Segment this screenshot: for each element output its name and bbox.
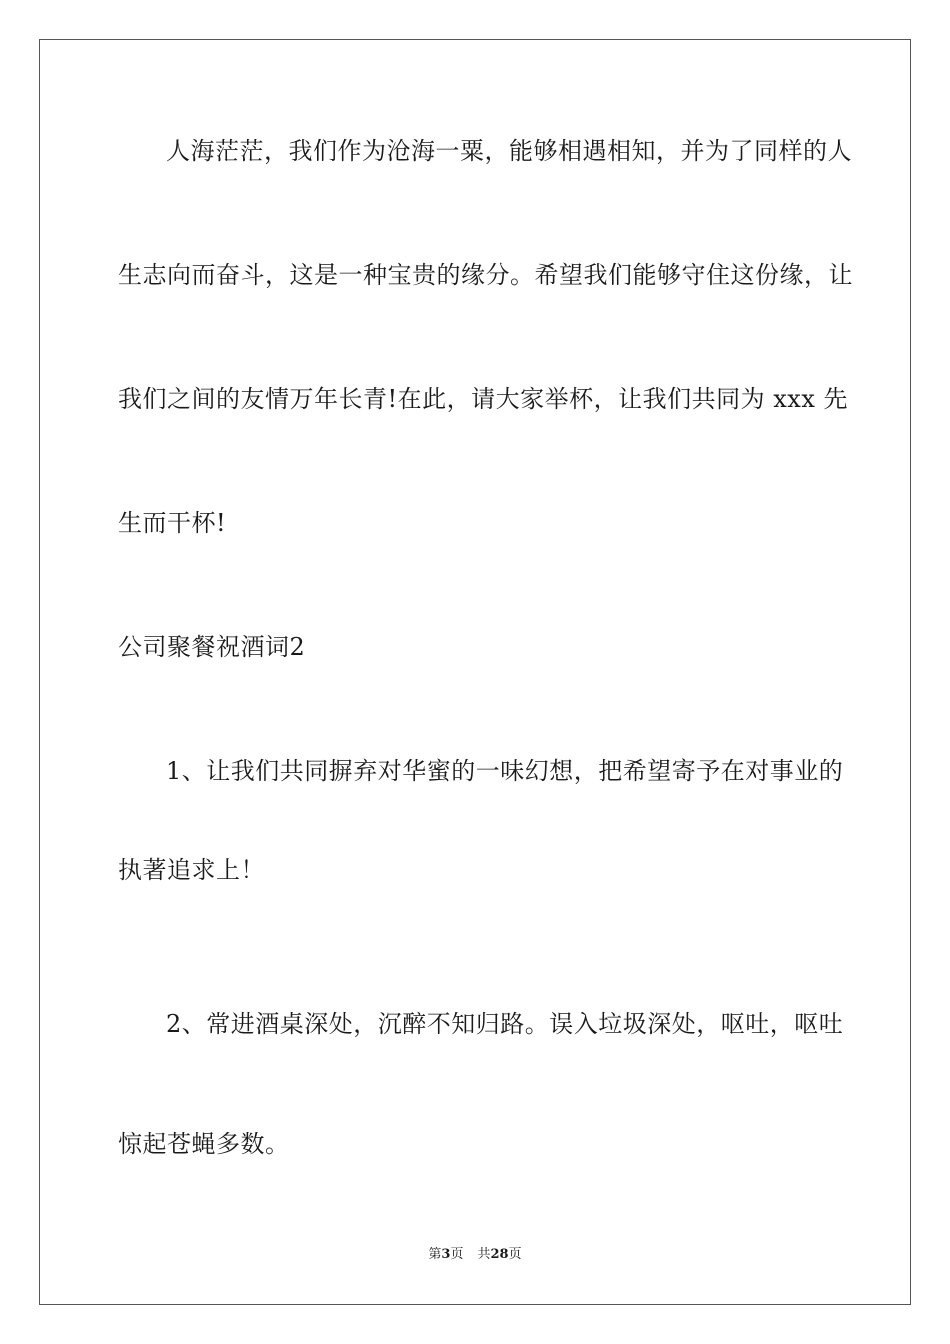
total-suffix: 页	[508, 1247, 522, 1262]
page-total: 28	[490, 1247, 509, 1262]
body-line-6: 1、让我们共同摒弃对华蜜的一味幻想，把希望寄予在对事业的	[166, 757, 844, 785]
body-line-3: 我们之间的友情万年长青!在此，请大家举杯，让我们共同为 xxx 先	[118, 385, 849, 413]
total-prefix: 共	[477, 1247, 491, 1262]
page-prefix: 第	[428, 1247, 442, 1262]
body-line-2: 生志向而奋斗，这是一种宝贵的缘分。希望我们能够守住这份缘，让	[118, 261, 853, 289]
body-line-9: 惊起苍蝇多数。	[118, 1130, 290, 1158]
section-heading: 公司聚餐祝酒词2	[118, 633, 306, 661]
body-line-7: 执著追求上！	[118, 856, 265, 884]
page-suffix: 页	[450, 1247, 464, 1262]
body-line-1: 人海茫茫，我们作为沧海一粟，能够相遇相知，并为了同样的人	[166, 137, 852, 165]
body-line-8: 2、常进酒桌深处，沉醉不知归路。误入垃圾深处，呕吐，呕吐	[166, 1010, 844, 1038]
page-current: 3	[441, 1247, 451, 1262]
page-border	[39, 39, 911, 1305]
body-line-4: 生而干杯!	[118, 509, 227, 537]
page-footer	[0, 1246, 950, 1264]
